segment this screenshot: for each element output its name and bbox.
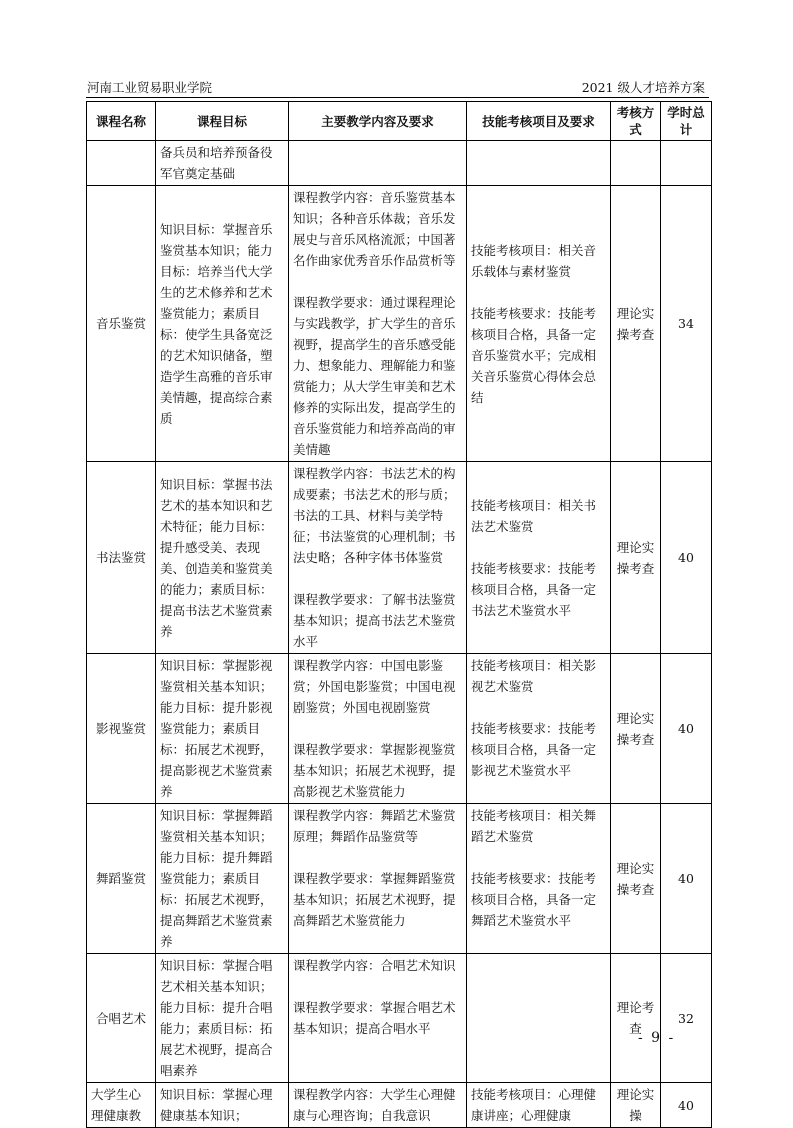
content-text: 课程教学内容：大学生心理健康与心理咨询；自我意识 <box>293 1087 456 1123</box>
skill-item-text: 技能考核项目：相关影视艺术鉴赏 <box>471 658 597 694</box>
header-rule <box>86 97 709 98</box>
course-table <box>86 101 712 1128</box>
requirement-text: 课程教学要求：了解书法鉴赏基本知识；提高书法艺术鉴赏水平 <box>293 592 456 649</box>
course-exam: 理论实操考查 <box>611 186 661 462</box>
course-exam: 理论实操 <box>611 1083 661 1128</box>
course-goal: 知识目标：掌握心理健康基本知识； <box>156 1083 289 1128</box>
table-row <box>87 804 712 954</box>
course-skills <box>467 654 611 804</box>
course-name: 合唱艺术 <box>87 954 156 1083</box>
skill-item-text: 技能考核项目：相关音乐载体与素材鉴赏 <box>471 242 597 279</box>
course-name: 大学生心理健康教 <box>87 1083 156 1128</box>
col-header-hours: 学时总计 <box>661 102 712 141</box>
course-exam: 理论考查 <box>611 954 661 1083</box>
course-goal: 知识目标：掌握合唱艺术相关基本知识；能力目标：提升合唱能力；素质目标：拓展艺术视野，提高合唱素养 <box>156 954 289 1083</box>
content-text: 课程教学内容：中国电影鉴赏；外国电影鉴赏；中国电视剧鉴赏；外国电视剧鉴赏 <box>293 658 456 715</box>
course-exam: 理论实操考查 <box>611 804 661 954</box>
skill-item-text: 技能考核项目：相关舞蹈艺术鉴赏 <box>471 808 597 844</box>
course-goal: 知识目标：掌握影视鉴赏相关基本知识；能力目标：提升影视鉴赏能力；素质目标：拓展艺术视野，提高影视艺术鉴赏素养 <box>156 654 289 804</box>
col-header-name: 课程名称 <box>87 102 156 141</box>
course-hours: 34 <box>661 186 712 462</box>
requirement-text: 课程教学要求：掌握合唱艺术基本知识；提高合唱水平 <box>293 1000 456 1036</box>
course-name: 书法鉴赏 <box>87 462 156 654</box>
course-goal: 知识目标：掌握舞蹈鉴赏相关基本知识；能力目标：提升舞蹈鉴赏能力；素质目标：拓展艺术视野，提高舞蹈艺术鉴赏素养 <box>156 804 289 954</box>
course-name: 音乐鉴赏 <box>87 186 156 462</box>
course-skills <box>467 954 611 1083</box>
requirement-text: 课程教学要求：掌握舞蹈鉴赏基本知识；拓展艺术视野，提高舞蹈艺术鉴赏能力 <box>293 871 456 928</box>
course-content <box>289 186 467 462</box>
course-skills <box>467 186 611 462</box>
content-text: 课程教学内容：合唱艺术知识 <box>293 958 456 973</box>
course-name <box>87 141 156 186</box>
course-goal: 知识目标：掌握书法艺术的基本知识和艺术特征；能力目标：提升感受美、表现美、创造美和鉴赏美的能力；素质目标：提高书法艺术鉴赏素养 <box>156 462 289 654</box>
course-hours: 40 <box>661 462 712 654</box>
requirement-text: 课程教学要求：通过课程理论与实践教学，扩大学生的音乐视野，提高学生的音乐感受能力、想象能力、理解能力和鉴赏能力；从大学生审美和艺术修养的实际出发，提高学生的音乐鉴赏能力和培养高尚的审美情趣 <box>293 295 456 457</box>
course-name: 舞蹈鉴赏 <box>87 804 156 954</box>
course-skills <box>467 462 611 654</box>
table-row <box>87 462 712 654</box>
skill-requirement-text: 技能考核要求：技能考核项目合格，具备一定书法艺术鉴赏水平 <box>471 560 597 618</box>
course-exam: 理论实操考查 <box>611 654 661 804</box>
course-content <box>289 654 467 804</box>
table-row <box>87 954 712 1083</box>
skill-requirement-text: 技能考核要求：技能考核项目合格，具备一定影视艺术鉴赏水平 <box>471 721 597 778</box>
course-skills <box>467 1083 611 1128</box>
header-doc-title: 2021 级人才培养方案 <box>581 80 705 95</box>
course-skills <box>467 804 611 954</box>
course-goal: 知识目标：掌握音乐鉴赏基本知识；能力目标：培养当代大学生的艺术修养和艺术鉴赏能力；素质目标：使学生具备宽泛的艺术知识储备，塑造学生高雅的音乐审美情趣，提高综合素质 <box>156 186 289 462</box>
content-text: 课程教学内容：音乐鉴赏基本知识；各种音乐体裁；音乐发展史与音乐风格流派；中国著名作曲家优秀音乐作品赏析等 <box>293 190 456 268</box>
table-row <box>87 141 712 186</box>
course-hours <box>661 141 712 186</box>
course-goal: 备兵员和培养预备役军官奠定基础 <box>156 141 289 186</box>
table-row <box>87 654 712 804</box>
skill-requirement-text: 技能考核要求：技能考核项目合格，具备一定舞蹈艺术鉴赏水平 <box>471 871 597 928</box>
skill-requirement-text: 技能考核要求：技能考核项目合格，具备一定音乐鉴赏水平；完成相关音乐鉴赏心得体会总结 <box>471 305 597 405</box>
course-exam <box>611 141 661 186</box>
course-content <box>289 954 467 1083</box>
skill-item-text: 技能考核项目：相关书法艺术鉴赏 <box>471 497 597 534</box>
course-exam: 理论实操考查 <box>611 462 661 654</box>
table-row <box>87 1083 712 1128</box>
col-header-exam: 考核方式 <box>611 102 661 141</box>
course-hours: 40 <box>661 1083 712 1128</box>
content-text: 课程教学内容：书法艺术的构成要素；书法艺术的形与质；书法的工具、材料与美学特征；书法鉴赏的心理机制；书法史略；各种字体书体鉴赏 <box>293 466 456 565</box>
course-content <box>289 1083 467 1128</box>
col-header-skills: 技能考核项目及要求 <box>467 102 611 141</box>
col-header-content: 主要教学内容及要求 <box>289 102 467 141</box>
course-name: 影视鉴赏 <box>87 654 156 804</box>
table-header-row <box>87 102 712 141</box>
page-number: - 9 - <box>638 1030 676 1046</box>
col-header-goal: 课程目标 <box>156 102 289 141</box>
skill-item-text: 技能考核项目：心理健康讲座；心理健康 <box>471 1087 597 1123</box>
course-content <box>289 462 467 654</box>
course-hours: 40 <box>661 654 712 804</box>
course-skills <box>467 141 611 186</box>
course-hours: 40 <box>661 804 712 954</box>
course-content <box>289 141 467 186</box>
header-school: 河南工业贸易职业学院 <box>87 80 213 95</box>
requirement-text: 课程教学要求：掌握影视鉴赏基本知识；拓展艺术视野，提高影视艺术鉴赏能力 <box>293 742 456 799</box>
course-hours: 32 <box>661 954 712 1083</box>
table-row <box>87 186 712 462</box>
course-content <box>289 804 467 954</box>
content-text: 课程教学内容：舞蹈艺术鉴赏原理；舞蹈作品鉴赏等 <box>293 808 456 844</box>
